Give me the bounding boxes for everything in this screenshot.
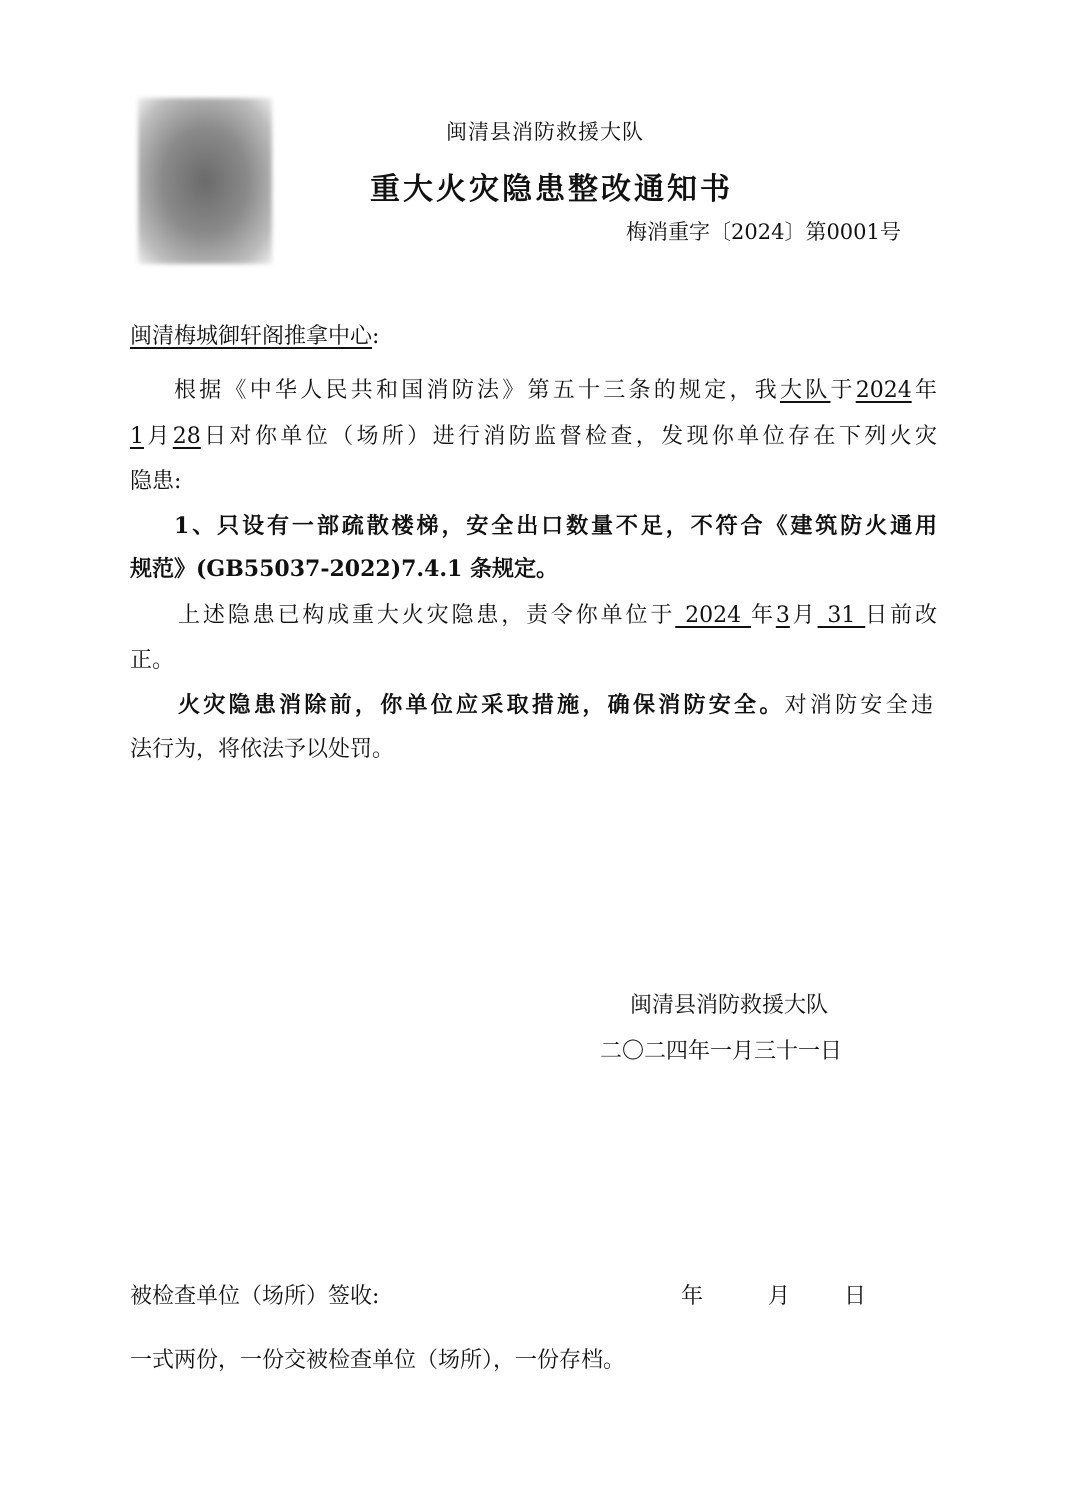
warning-bold: 火灾隐患消除前，你单位应采取措施，确保消防安全。 xyxy=(178,692,785,718)
paragraph-1-line-1 xyxy=(130,373,937,404)
text: 年 xyxy=(911,378,937,403)
inspecting-unit: 大队 xyxy=(779,378,831,403)
receipt-month: 月 xyxy=(768,1284,791,1309)
hazard-item-line-1: 1、只设有一部疏散楼梯，安全出口数量不足，不符合《建筑防火通用 xyxy=(174,513,937,539)
inspection-month: 1 xyxy=(130,424,144,449)
text: 上述隐患已构成重大火灾隐患，责令你单位于 xyxy=(178,603,676,628)
document-number: 梅消重字〔2024〕第0001号 xyxy=(626,220,901,244)
receipt-day: 日 xyxy=(844,1284,867,1309)
text: 于 xyxy=(830,378,856,403)
warning-line-1 xyxy=(130,688,933,719)
addressee-colon: : xyxy=(372,324,380,349)
addressee xyxy=(130,319,379,350)
document-title: 重大火灾隐患整改通知书 xyxy=(370,172,733,207)
deadline-year: 2024 xyxy=(675,603,751,628)
text: 根据《中华人民共和国消防法》第五十三条的规定，我 xyxy=(174,378,780,403)
addressee-name: 闽清梅城御轩阁推拿中心 xyxy=(130,324,373,349)
signature-organization: 闽清县消防救援大队 xyxy=(630,993,829,1018)
inspection-day: 28 xyxy=(172,424,201,449)
text: 月 xyxy=(789,603,818,628)
paragraph-1-line-2 xyxy=(130,419,937,450)
receipt-label: 被检查单位（场所）签收: xyxy=(130,1284,380,1309)
order-line-2: 正。 xyxy=(130,648,175,673)
hazard-item-line-2: 规范》(GB55037-2022)7.4.1 条规定。 xyxy=(130,556,559,582)
issuing-organization: 闽清县消防救援大队 xyxy=(446,120,644,144)
order-line-1 xyxy=(130,598,937,629)
official-seal-blurred xyxy=(138,98,272,264)
text: 日对你单位（场所）进行消防监督检查，发现你单位存在下列火灾 xyxy=(200,424,937,449)
deadline-month: 3 xyxy=(775,603,790,628)
text: 日前改 xyxy=(865,603,937,628)
text: 对消防安全违 xyxy=(784,693,933,718)
text: 年 xyxy=(750,603,776,628)
inspection-year: 2024 xyxy=(855,378,912,403)
warning-line-2: 法行为，将依法予以处罚。 xyxy=(130,737,395,762)
signature-date: 二〇二四年一月三十一日 xyxy=(600,1039,843,1064)
copies-footnote: 一式两份，一份交被检查单位（场所），一份存档。 xyxy=(130,1348,626,1373)
deadline-day: 31 xyxy=(817,603,866,628)
paragraph-1-line-3: 隐患: xyxy=(130,469,182,494)
text: 月 xyxy=(144,424,173,449)
receipt-year: 年 xyxy=(681,1284,704,1309)
